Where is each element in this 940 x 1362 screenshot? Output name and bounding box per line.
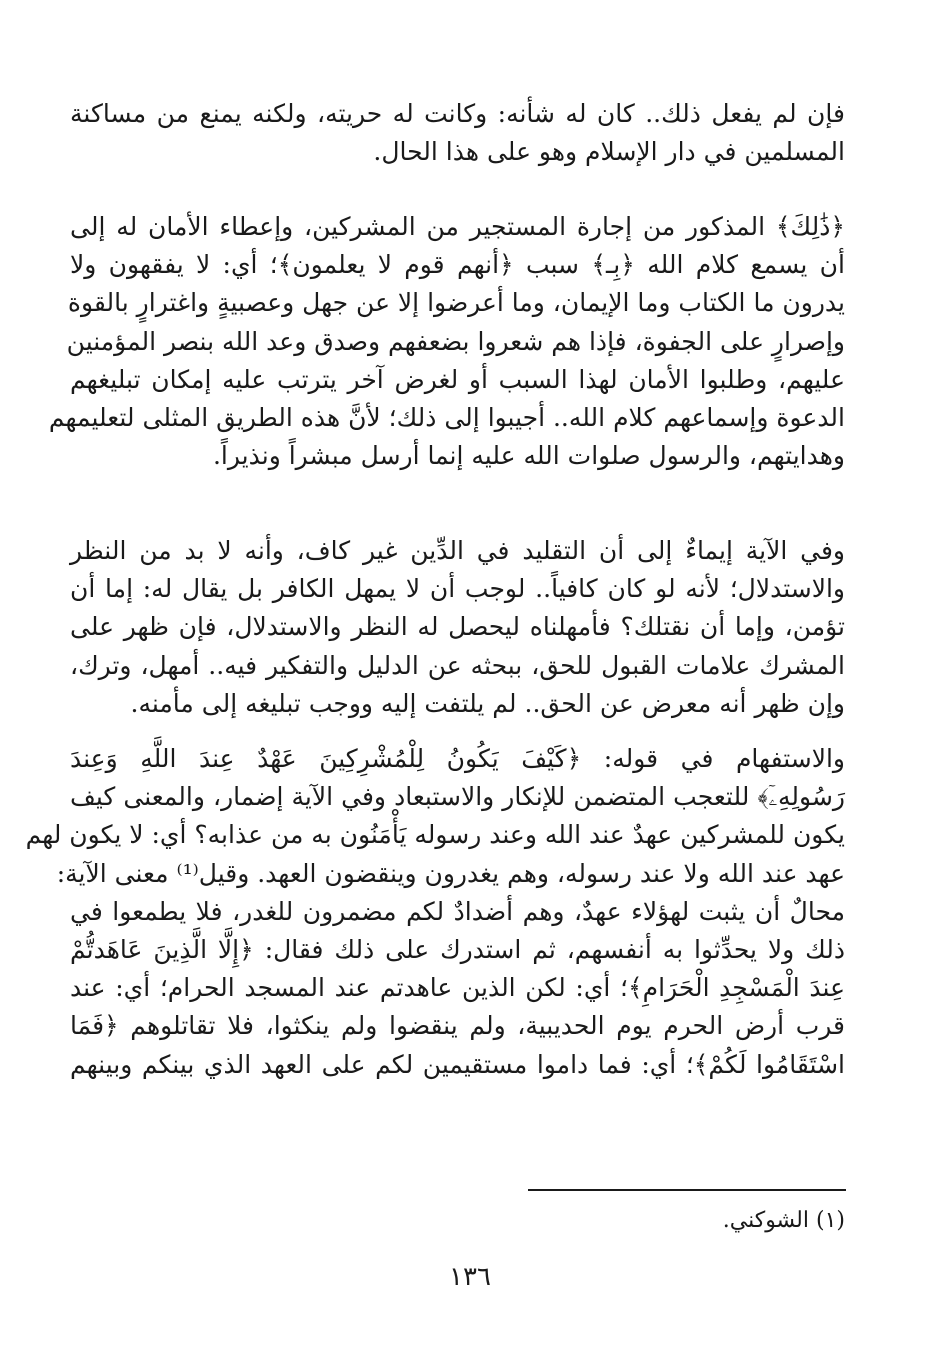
paragraph-1 [70, 95, 845, 171]
paragraph-4 [25, 740, 845, 1084]
text-line: اسْتَقَامُوا لَكُمْ﴾؛ أي: فما داموا مستقيمين لكم على العهد الذي بينكم وبينهم [70, 1049, 845, 1079]
text-line: وإن ظهر أنه معرض عن الحق.. لم يلتفت إليه ووجب تبليغه إلى مأمنه. [130, 688, 845, 718]
text-line: رَسُولِهِۦٓ﴾ للتعجب المتضمن للإنكار والاستبعاد وفي الآية إضمار، والمعنى كيف [70, 782, 845, 812]
text-line: والاستدلال؛ لأنه لو كان كافياً.. لوجب أن لا يمهل الكافر بل يقال له: إما أن [70, 574, 845, 604]
text-line: يدرون ما الكتاب وما الإيمان، وما أعرضوا إلا عن جهل وعصبيةٍ واغترارٍ بالقوة [67, 288, 845, 318]
text-line: أن يسمع كلام الله ﴿بِـ﴾ سبب ﴿أنهم قوم لا يعلمون﴾؛ أي: لا يفقهون ولا [70, 250, 845, 280]
paragraph-2 [48, 208, 845, 475]
text-line: محالٌ أن يثبت لهؤلاء عهدٌ، وهم أضدادٌ لكم مضمرون للغدر، فلا يطمعوا في [70, 896, 845, 926]
text-line: عليهم، وطلبوا الأمان لهذا السبب أو لغرض آخر يترتب عليه إمكان تبليغهم [70, 364, 845, 394]
text-line: المسلمين في دار الإسلام وهو على هذا الحال. [373, 137, 845, 167]
text-line: وهدايتهم، والرسول صلوات الله عليه إنما أرسل مبشراً ونذيراً. [212, 441, 845, 471]
text-line: تؤمن، وإما أن نقتلك؟ فأمهلناه ليحصل له النظر والاستدلال، فإن ظهر على [70, 612, 845, 642]
text-line: يكون للمشركين عهدٌ عند الله وعند رسوله يَأْمَنُون به من عذابه؟ أي: لا يكون لهم [25, 820, 845, 850]
paragraph-3 [70, 532, 845, 723]
text-line: ذلك ولا يحدِّثوا به أنفسهم، ثم استدرك على ذلك فقال: ﴿إِلَّا الَّذِينَ عَاهَدتُّمْ [70, 934, 845, 964]
text-line: قرب أرض الحرم يوم الحديبية، ولم ينقضوا ولم ينكثوا، فلا تقاتلوهم ﴿فَمَا [70, 1011, 845, 1041]
text-line: وفي الآية إيماءٌ إلى أن التقليد في الدِّين غير كاف، وأنه لا بد من النظر [70, 536, 845, 565]
page-number: ١٣٦ [449, 1262, 491, 1292]
text-line: الدعوة وإسماعهم كلام الله.. أجيبوا إلى ذلك؛ لأنَّ هذه الطريق المثلى لتعليمهم [48, 402, 845, 432]
text-line: عِندَ الْمَسْجِدِ الْحَرَامِ﴾؛ أي: لكن الذين عاهدتم عند المسجد الحرام؛ أي: عند [70, 973, 845, 1003]
text-line: وإصرارٍ على الجفوة، فإذا هم شعروا بضعفهم وصدق وعد الله بنصر المؤمنين [66, 326, 845, 356]
text-line: ﴿ذَٰلِكَ﴾ المذكور من إجارة المستجير من المشركين، وإعطاء الأمان له إلى [70, 212, 845, 241]
text-line: فإن لم يفعل ذلك.. كان له شأنه: وكانت له حريته، ولكنه يمنع من مساكنة [70, 99, 845, 128]
footnote-divider [528, 1189, 846, 1191]
footnote: (١) الشوكني. [722, 1208, 845, 1233]
text-line: عهد عند الله ولا عند رسوله، وهم يغدرون وينقضون العهد. وقيل⁽¹⁾ معنى الآية: [56, 858, 845, 888]
text-line: والاستفهام في قوله: ﴿كَيْفَ يَكُونُ لِلْمُشْرِكِينَ عَهْدٌ عِندَ اللَّهِ وَعِندَ [70, 744, 845, 773]
text-line: المشرك علامات القبول للحق، ببحثه عن الدليل والتفكير فيه.. أمهل، وترك، [70, 650, 845, 680]
